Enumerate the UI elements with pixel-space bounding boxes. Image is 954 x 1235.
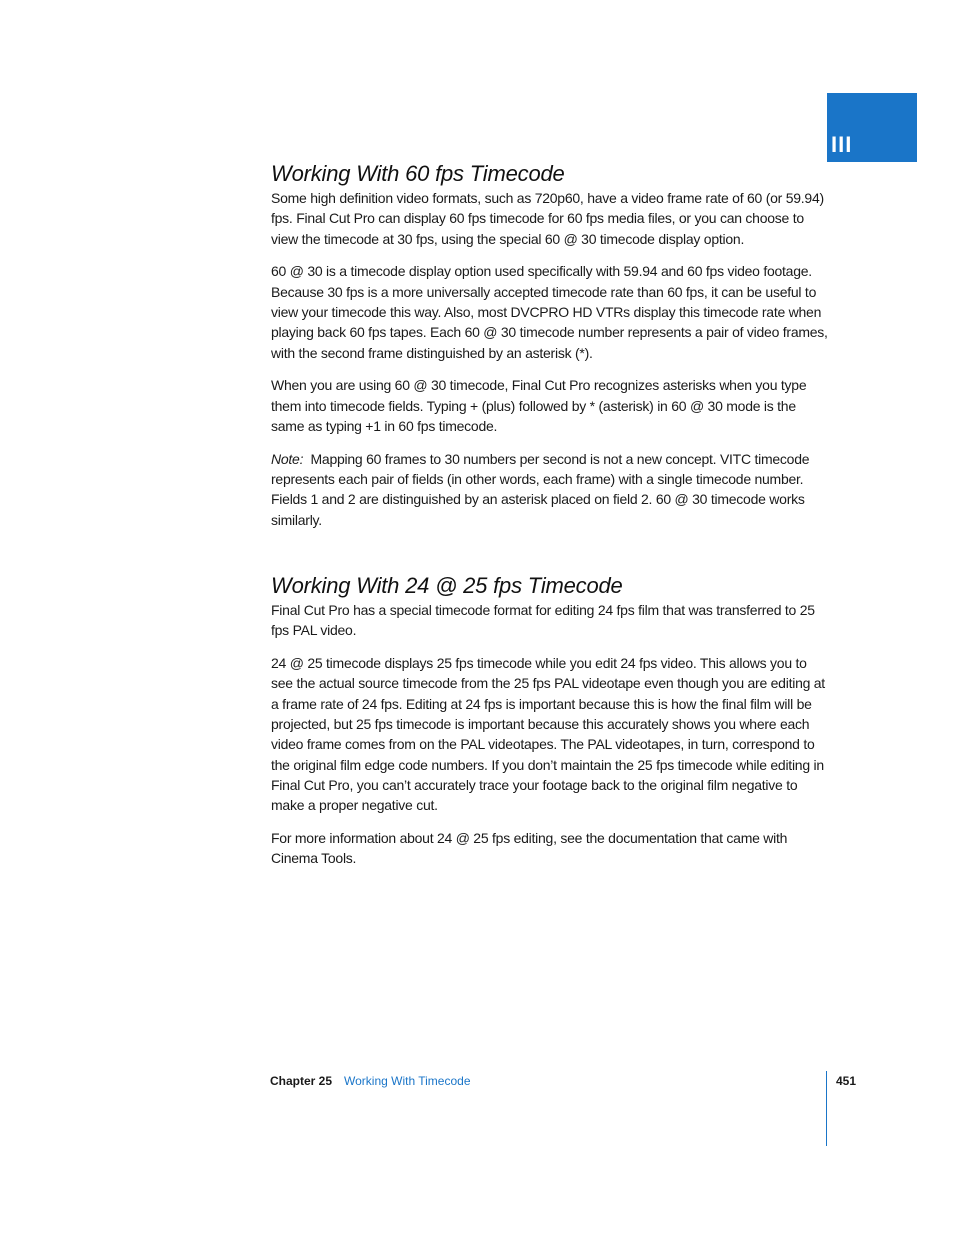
part-number: III [831,132,853,157]
section-heading: Working With 24 @ 25 fps Timecode [271,572,623,598]
page-number: 451 [836,1074,857,1088]
footer-divider [826,1071,827,1146]
paragraph: Some high definition video formats, such as 720p60, have a video frame rate of 60 (or 59.94) fps. Final Cut Pro can display 60 fps timecode for 60 fps media files, or you can choose to view the timecode at 30 fps, using the special 60 @ 30 timecode display option. [271,190,824,247]
footer-chapter-title: Working With Timecode [344,1074,471,1088]
paragraph: For more information about 24 @ 25 fps editing, see the documentation that came with Cinema Tools. [271,829,788,867]
part-tab [827,93,917,162]
paragraph: Final Cut Pro has a special timecode format for editing 24 fps film that was transferred to 25 fps PAL video. [271,601,815,639]
paragraph: 60 @ 30 is a timecode display option used specifically with 59.94 and 60 fps video footage. Because 30 fps is a more universally accepted timecode rate than 60 fps, it can be useful to view your timecode this way. Also, most DVCPRO HD VTRs display this timecode rate when playing back 60 fps tapes. Each 60 @ 30 timecode number represents a pair of video frames, with the second frame distinguished by an asterisk (*). [271,263,828,361]
section-24-25fps-timecode [271,572,829,869]
paragraph: 24 @ 25 timecode displays 25 fps timecode while you edit 24 fps video. This allows you to see the actual source timecode from the 25 fps PAL videotape even though you are editing at a frame rate of 24 fps. Editing at 24 fps is important because this is how the final film will be projected, but 25 fps timecode is important because this accurately shows you where each video frame comes from on the PAL videotapes. The PAL videotapes, in turn, correspond to the original film edge code numbers. If you don’t maintain the 25 fps timecode while editing in Final Cut Pro, you can’t accurately trace your footage back to the original film negative to make a proper negative cut. [271,655,825,814]
section-heading: Working With 60 fps Timecode [271,161,565,186]
note-label: Note: [271,450,304,467]
section-60fps-timecode [271,160,829,530]
page-content [271,160,829,881]
footer-chapter-number: Chapter 25 [270,1074,333,1088]
note-paragraph [271,449,829,530]
note-text: Mapping 60 frames to 30 numbers per second is not a new concept. VITC timecode represents each pair of fields (in other words, each frame) with a single timecode number. Fields 1 and 2 are distinguished by an asterisk placed on field 2. 60 @ 30 timecode works similarly. [271,450,810,528]
paragraph: When you are using 60 @ 30 timecode, Final Cut Pro recognizes asterisks when you type them into timecode fields. Typing + (plus) followed by * (asterisk) in 60 @ 30 mode is the same as typing +1 in 60 fps timecode. [271,377,807,434]
